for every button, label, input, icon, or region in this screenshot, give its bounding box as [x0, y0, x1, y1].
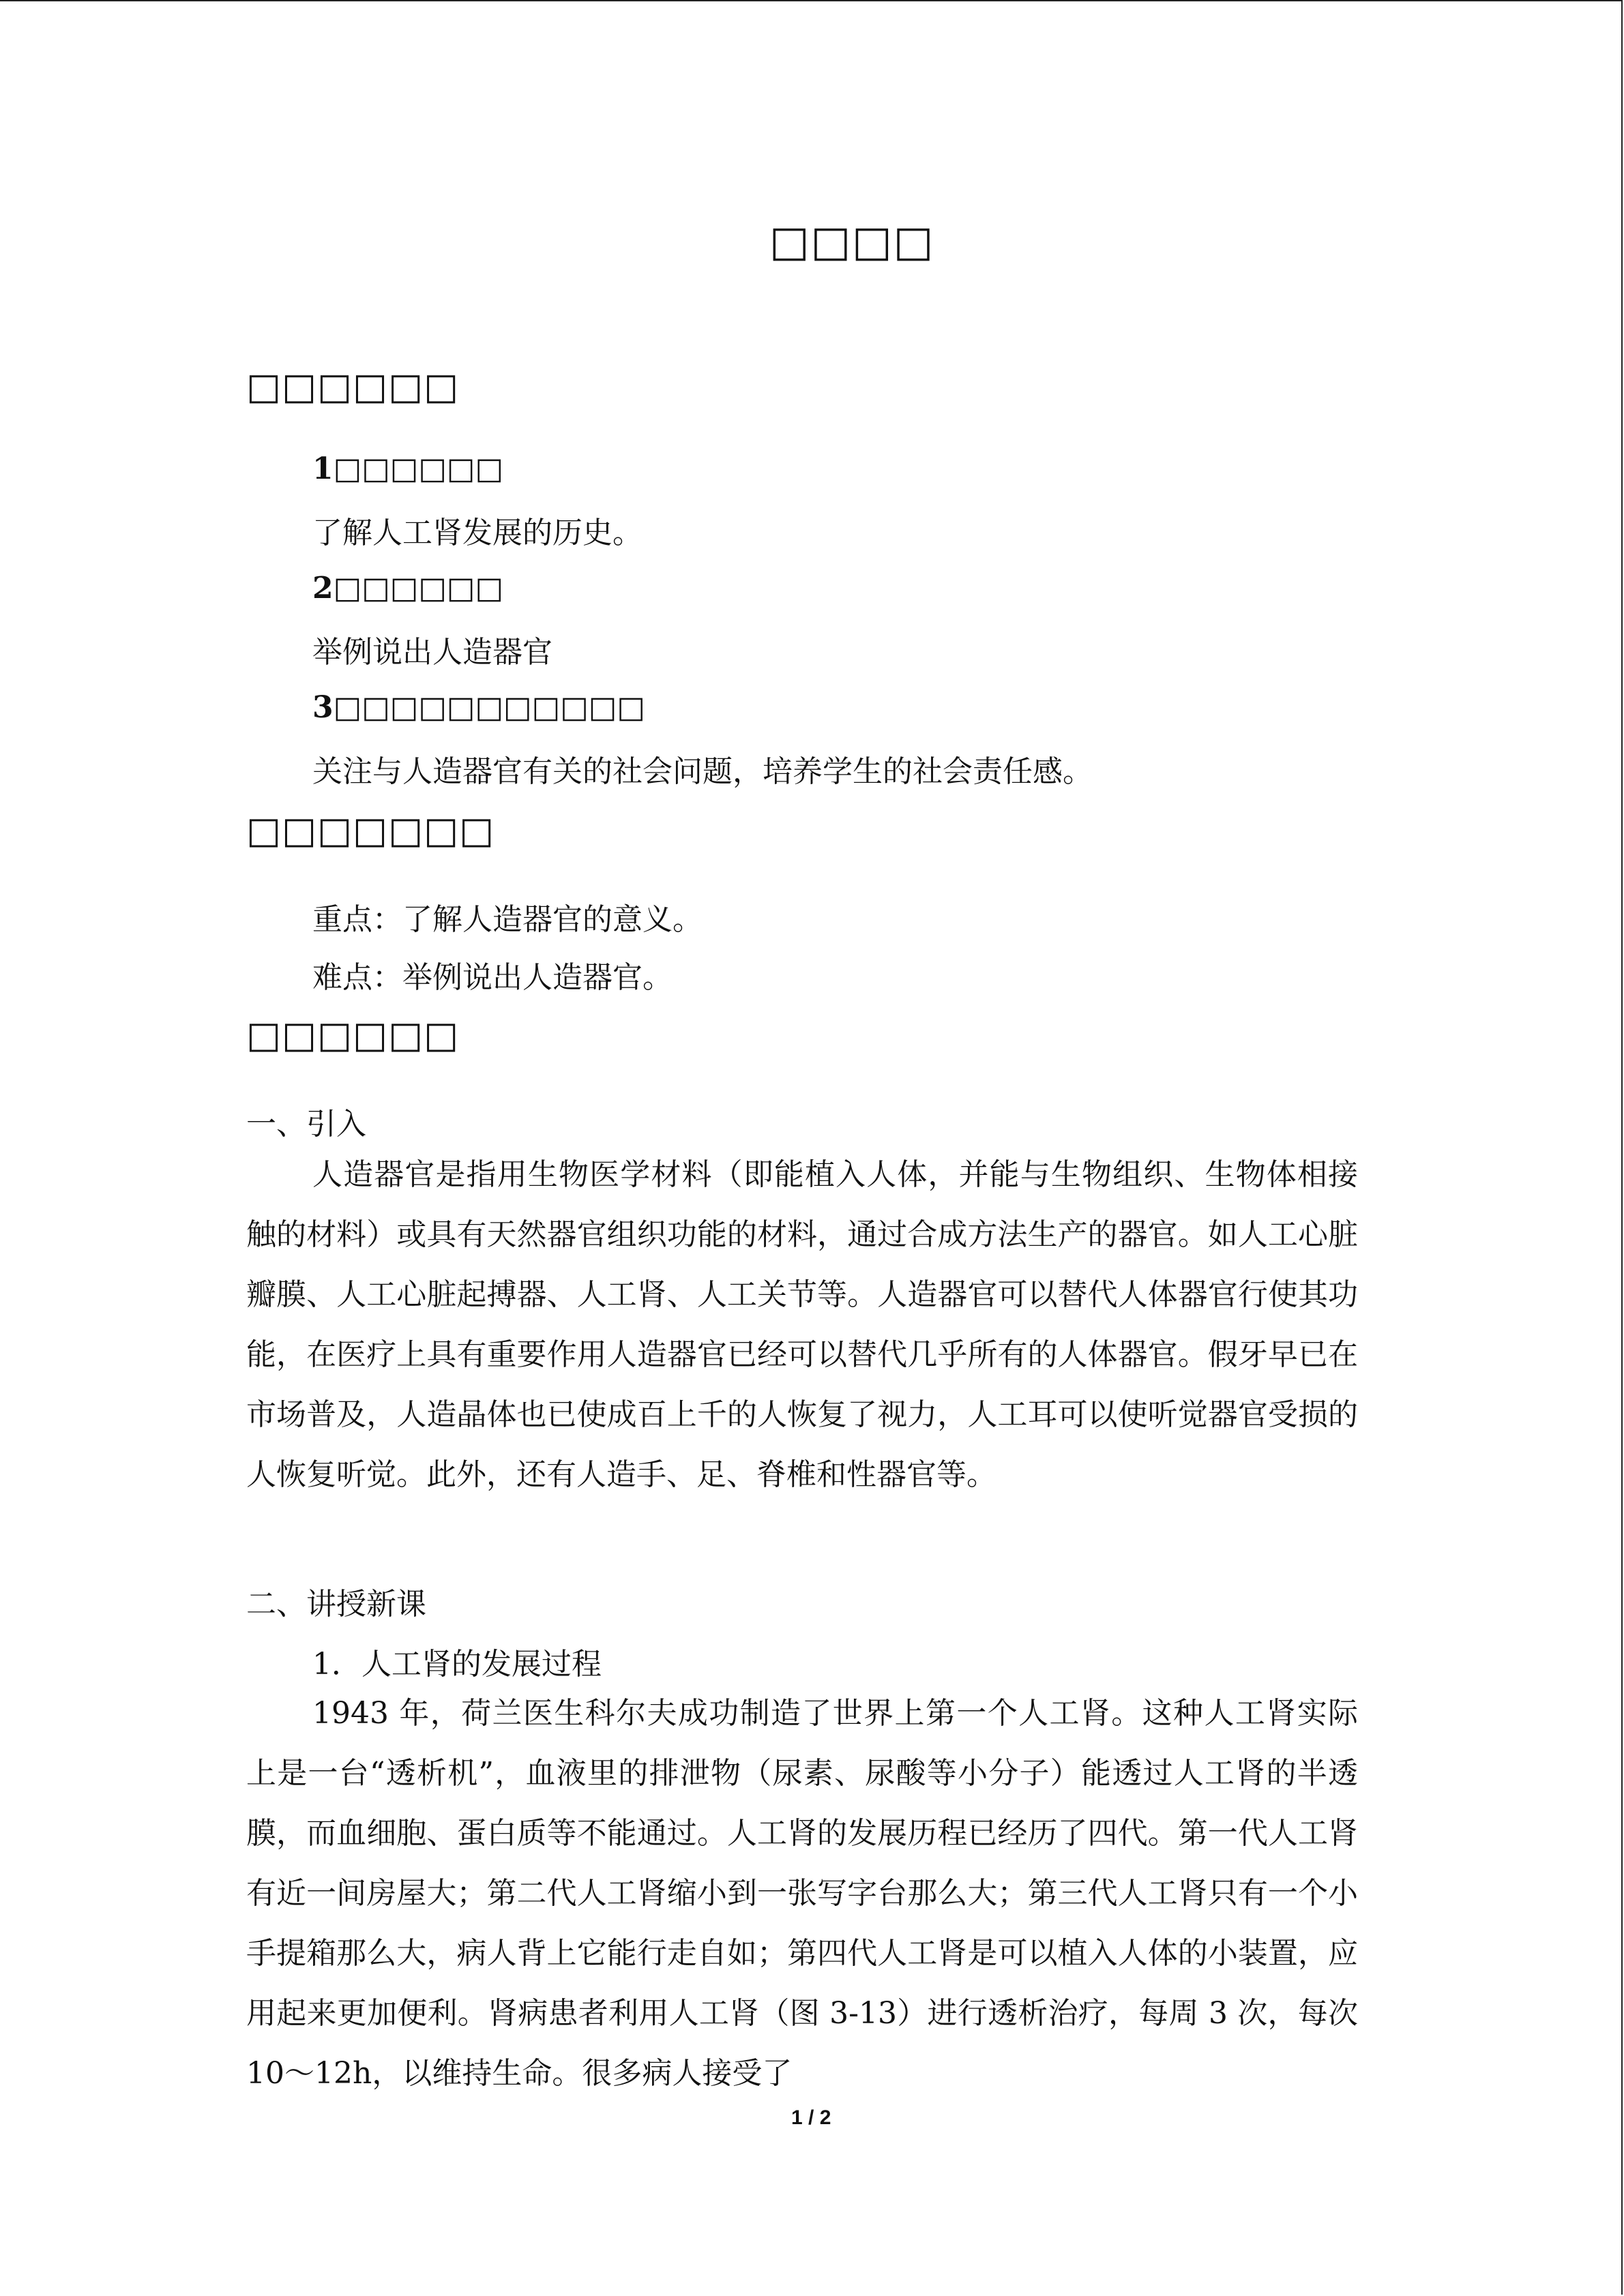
- part2-heading: 二、讲授新课: [246, 1587, 426, 1622]
- part1-paragraph: 人造器官是指用生物医学材料（即能植入人体，并能与生物组织、生物体相接触的材料）或具有天然器官组织功能的材料，通过合成方法生产的器官。如人工心脏瓣膜、人工心脏起搏器、人工肾、人工关节等。人造器官可以替代人体器官行使其功能，在医疗上具有重要作用人造器官已经可以替代几乎所有的人体器官。假牙早已在市场普及，人造晶体也已使成百上千的人恢复了视力，人工耳可以使听觉器官受损的人恢复听觉。此外，还有人造手、足、脊椎和性器官等。: [246, 1157, 1358, 1492]
- part2-subheading: 1．人工肾的发展过程: [312, 1647, 602, 1682]
- section-heading-objectives: □□□□□□: [246, 364, 460, 408]
- objective-1-label: 1□□□□□□: [312, 451, 504, 486]
- objective-3-label: 3□□□□□□□□□□□: [312, 690, 645, 725]
- document-title: □□□□: [769, 216, 935, 266]
- objective-1-text: 了解人工肾发展的历史。: [312, 516, 643, 550]
- section-heading-key-points: □□□□□□□: [246, 808, 495, 852]
- objective-3-text: 关注与人造器官有关的社会问题，培养学生的社会责任感。: [312, 754, 1093, 789]
- part1-heading: 一、引入: [246, 1107, 366, 1142]
- page-number: 1 / 2: [791, 2106, 831, 2129]
- key-point-text: 重点：了解人造器官的意义。: [312, 902, 703, 937]
- part2-paragraph: 1943 年，荷兰医生科尔夫成功制造了世界上第一个人工肾。这种人工肾实际上是一台“透析机”，血液里的排泄物（尿素、尿酸等小分子）能透过人工肾的半透膜，而血细胞、蛋白质等不能通过。人工肾的发展历程已经历了四代。第一代人工肾有近一间房屋大；第二代人工肾缩小到一张写字台那么大；第三代人工肾只有一个小手提箱那么大，病人背上它能行走自如；第四代人工肾是可以植入人体的小装置，应用起来更加便利。肾病患者利用人工肾（图 3-13）进行透析治疗，每周 3 次，每次 10～12h，以维持生命。很多病人接受了: [246, 1696, 1358, 2091]
- difficulty-text: 难点：举例说出人造器官。: [312, 960, 673, 995]
- objective-2-text: 举例说出人造器官: [312, 635, 552, 670]
- objective-2-label: 2□□□□□□: [312, 571, 504, 606]
- section-heading-process: □□□□□□: [246, 1013, 460, 1056]
